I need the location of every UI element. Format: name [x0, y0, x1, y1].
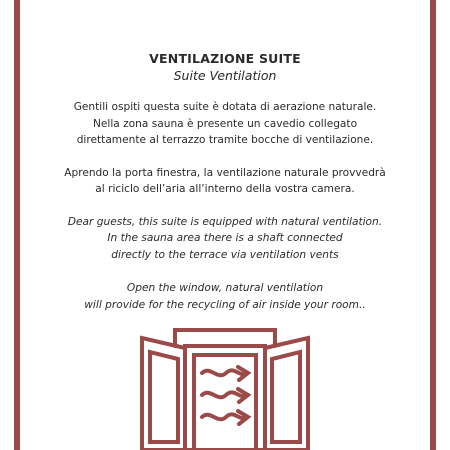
text-line: Gentili ospiti questa suite è dotata di aerazione naturale.	[73, 101, 377, 113]
sign-title: VENTILAZIONE SUITE	[149, 51, 301, 66]
italian-paragraph-2	[30, 165, 420, 198]
sign-content	[30, 50, 420, 313]
text-line: Dear guests, this suite is equipped with natural ventilation.	[67, 215, 383, 228]
text-line: Nella zona sauna è presente un cavedio collegato	[92, 117, 358, 130]
text-line: Open the window, natural ventilation	[126, 282, 324, 294]
text-line: In the sauna area there is a shaft connected	[107, 232, 343, 244]
english-paragraph-2	[30, 280, 420, 313]
sign-subtitle: Suite Ventilation	[173, 68, 277, 83]
text-line: al riciclo dell’aria all’interno della vostra camera.	[95, 183, 355, 195]
left-border-stripe	[14, 0, 20, 450]
right-border-stripe	[430, 0, 436, 450]
italian-paragraph-1	[30, 99, 420, 149]
text-line: Aprendo la porta finestra, la ventilazione naturale provvedrà	[64, 166, 386, 179]
text-line: will provide for the recycling of air inside your room..	[84, 298, 366, 311]
text-line: directly to the terrace via ventilation vents	[111, 248, 339, 261]
text-line: direttamente al terrazzo tramite bocche di ventilazione.	[76, 134, 374, 146]
open-window-airflow-icon	[138, 326, 312, 450]
english-paragraph-1	[30, 214, 420, 264]
